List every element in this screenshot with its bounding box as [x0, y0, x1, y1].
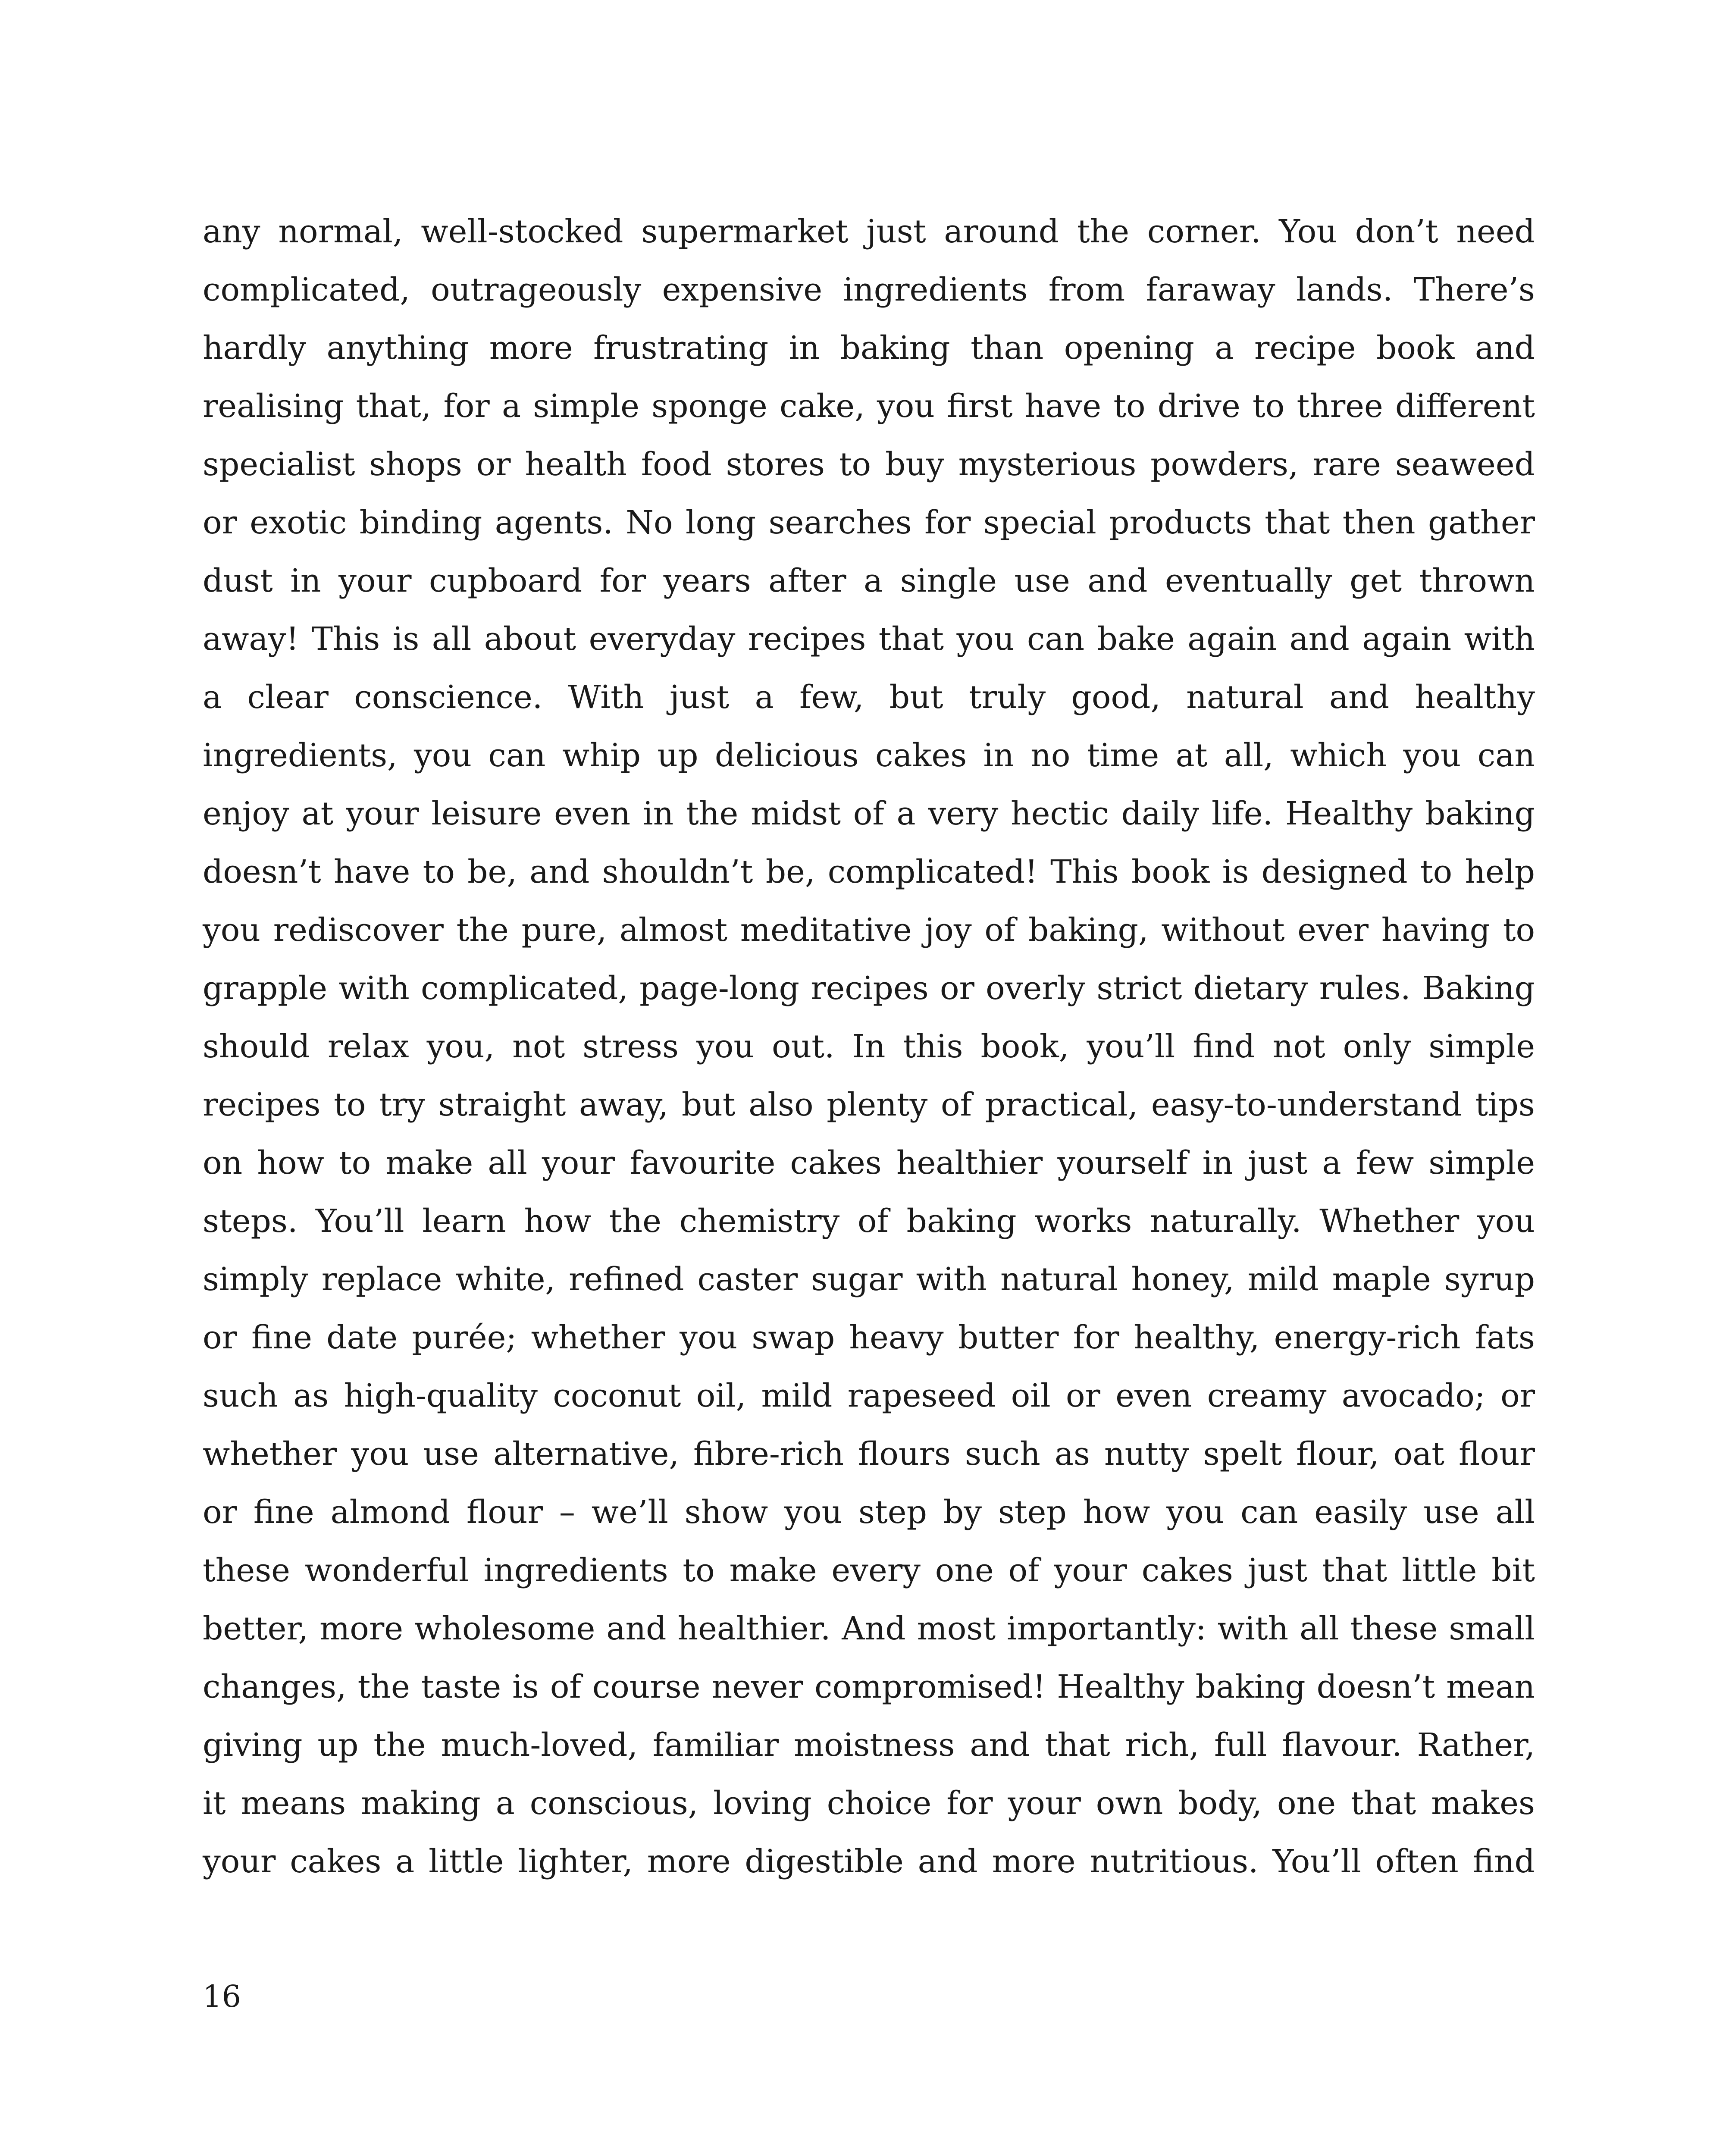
- text-line: realising that, for a simple sponge cake, you first have to drive to three different: [203, 388, 1535, 425]
- text-line: you rediscover the pure, almost meditative joy of baking, without ever having to: [203, 912, 1535, 949]
- text-line: specialist shops or health food stores to buy mysterious powders, rare seaweed: [203, 446, 1535, 483]
- text-line: steps. You’ll learn how the chemistry of baking works naturally. Whether you: [203, 1203, 1535, 1240]
- text-line: changes, the taste is of course never compromised! Healthy baking doesn’t mean: [203, 1668, 1535, 1705]
- text-line: simply replace white, refined caster sugar with natural honey, mild maple syrup: [203, 1261, 1535, 1298]
- text-line: or fine date purée; whether you swap heavy butter for healthy, energy-rich fats: [203, 1319, 1535, 1356]
- text-line: or exotic binding agents. No long searches for special products that then gather: [203, 504, 1535, 541]
- body-paragraph: [203, 203, 1535, 1891]
- text-line: these wonderful ingredients to make every one of your cakes just that little bit: [203, 1552, 1535, 1589]
- text-line: grapple with complicated, page-long recipes or overly strict dietary rules. Baking: [203, 970, 1535, 1007]
- text-line: enjoy at your leisure even in the midst of a very hectic daily life. Healthy baking: [203, 795, 1535, 832]
- text-line: recipes to try straight away, but also plenty of practical, easy-to-understand tips: [203, 1086, 1535, 1123]
- text-line: such as high-quality coconut oil, mild rapeseed oil or even creamy avocado; or: [203, 1377, 1535, 1414]
- text-line: a clear conscience. With just a few, but truly good, natural and healthy: [203, 679, 1535, 716]
- text-line: giving up the much-loved, familiar moistness and that rich, full flavour. Rather,: [203, 1727, 1535, 1764]
- text-line: any normal, well-stocked supermarket just around the corner. You don’t need: [203, 213, 1535, 250]
- text-line: doesn’t have to be, and shouldn’t be, complicated! This book is designed to help: [203, 853, 1535, 890]
- text-line: should relax you, not stress you out. In this book, you’ll find not only simple: [203, 1028, 1535, 1065]
- text-line: away! This is all about everyday recipes that you can bake again and again with: [203, 620, 1535, 658]
- text-line: better, more wholesome and healthier. And most importantly: with all these small: [203, 1610, 1535, 1647]
- text-line: on how to make all your favourite cakes healthier yourself in just a few simple: [203, 1144, 1535, 1181]
- text-line: hardly anything more frustrating in baking than opening a recipe book and: [203, 329, 1535, 367]
- text-line: complicated, outrageously expensive ingredients from faraway lands. There’s: [203, 271, 1535, 308]
- page-number: 16: [203, 1979, 241, 2014]
- text-line: your cakes a little lighter, more digestible and more nutritious. You’ll often find: [203, 1843, 1535, 1880]
- text-line: it means making a conscious, loving choice for your own body, one that makes: [203, 1785, 1535, 1822]
- text-line: ingredients, you can whip up delicious cakes in no time at all, which you can: [203, 737, 1535, 774]
- text-line: dust in your cupboard for years after a single use and eventually get thrown: [203, 562, 1535, 599]
- text-line: whether you use alternative, fibre-rich flours such as nutty spelt flour, oat flour: [203, 1435, 1535, 1473]
- text-line: or fine almond flour – we’ll show you step by step how you can easily use all: [203, 1494, 1535, 1531]
